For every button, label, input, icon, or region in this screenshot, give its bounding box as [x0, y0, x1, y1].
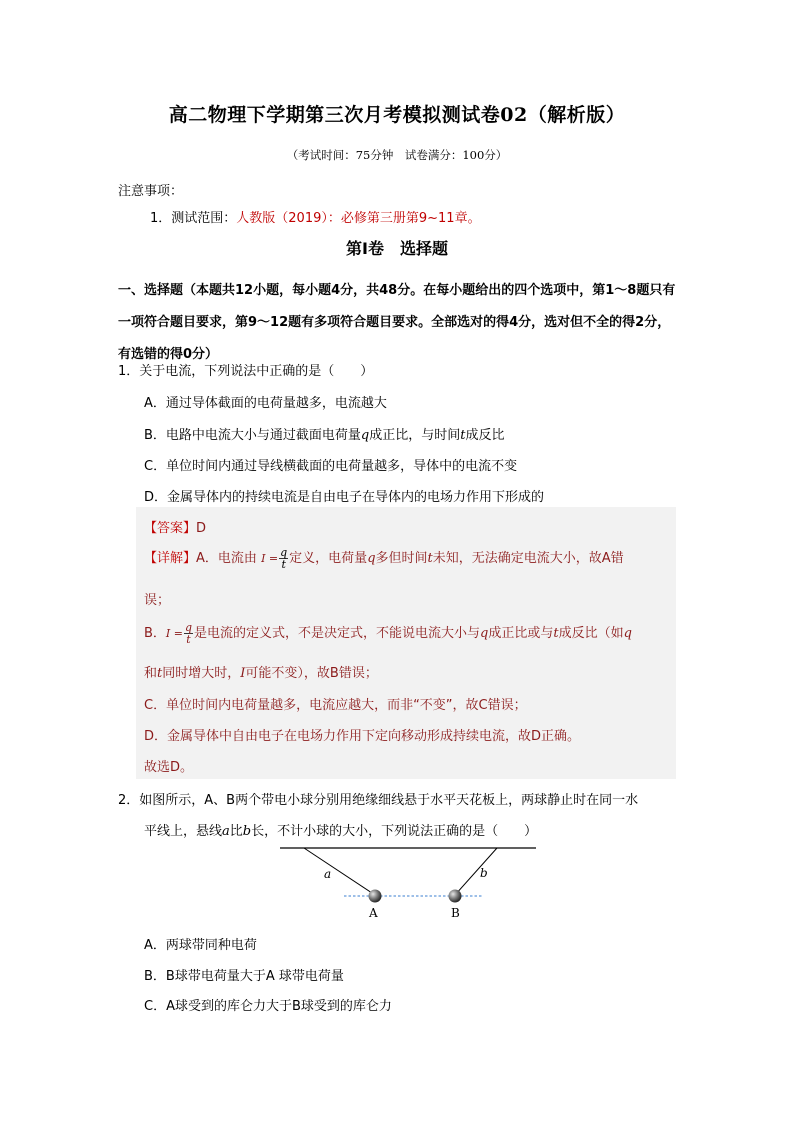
question-1-option-d: D．金属导体内的持续电流是自由电子在导体内的电场力作用下形成的: [144, 490, 545, 505]
detail-a-text-4: 未知，无法确定电流大小，故A错: [432, 551, 624, 566]
detail-d-line: D．金属导体中自由电子在电场力作用下定向移动形成持续电流，故D正确。: [144, 729, 581, 744]
question-2-option-b: B．B球带电荷量大于A 球带电荷量: [144, 969, 344, 984]
ball-a: [369, 890, 382, 903]
detail-a-text-1: A．电流由: [196, 551, 257, 566]
label-ball-b: B: [451, 906, 460, 920]
detail-b-prefix: B．: [144, 626, 166, 641]
detail-a-line-2: 误；: [144, 593, 171, 608]
detail-b-text-4: 和: [144, 666, 158, 681]
option-b-text-3: 成反比: [465, 428, 505, 443]
formula-i: I =: [261, 552, 279, 565]
detail-b-text-6: 可能不变），故B错误；: [245, 666, 378, 681]
detail-b-var-t: t: [553, 626, 559, 641]
detail-b-text-3: 成反比（如: [558, 626, 624, 641]
exam-info: （考试时间：75分钟 试卷满分：100分）: [286, 148, 508, 162]
q2-stem-text-3: 长，不计小球的大小，下列说法正确的是（ ）: [251, 824, 538, 839]
q2-stem-var-b: b: [242, 824, 252, 839]
question-2-stem-line-1: 2．如图所示，A、B两个带电小球分别用绝缘细线悬于水平天花板上，两球静止时在同一水: [118, 793, 639, 808]
detail-b-formula-i: I =: [165, 627, 183, 640]
detail-b-text-5: 同时增大时，: [162, 666, 241, 681]
detail-a-text-3: 多但时间: [375, 551, 428, 566]
conclusion-line: 故选D。: [144, 760, 194, 775]
option-b-text-2: 成正比，与时间: [369, 428, 461, 443]
page-title: 高二物理下学期第三次月考模拟测试卷02（解析版）: [168, 104, 626, 126]
question-1-option-c: C．单位时间内通过导线横截面的电荷量越多，导体中的电流不变: [144, 459, 518, 474]
detail-b-text-2: 成正比或与: [488, 626, 554, 641]
q2-stem-text-2: 比: [229, 824, 243, 839]
q2-stem-var-a: a: [222, 824, 230, 839]
detail-a-var-t: t: [427, 551, 433, 566]
formula-numerator: q: [280, 546, 288, 559]
note-item-1-prefix: 1．测试范围：: [150, 211, 237, 226]
detail-a-var-q: q: [367, 551, 376, 566]
question-1-option-a: A．通过导体截面的电荷量越多，电流越大: [144, 396, 387, 411]
detail-label: 【详解】: [144, 551, 197, 566]
detail-b-text-1: 是电流的定义式，不是决定式，不能说电流大小与: [194, 626, 481, 641]
answer-label: 【答案】: [144, 521, 197, 536]
detail-c-line: C．单位时间内电荷量越多，电流应越大，而非“不变”，故C错误；: [144, 698, 527, 713]
detail-b-var-q: q: [480, 626, 489, 641]
note-item-1-range: 人教版（2019）：必修第三册第9~11章。: [236, 211, 481, 226]
label-b: b: [480, 866, 488, 880]
detail-b-var-q2: q: [623, 626, 632, 641]
ball-b: [449, 890, 462, 903]
detail-b-formula-numerator: q: [184, 621, 193, 634]
string-a: [304, 848, 375, 895]
option-b-text-1: B．电路中电流大小与通过截面电荷量: [144, 428, 361, 443]
string-b: [455, 848, 497, 895]
detail-b-var-t2: t: [157, 666, 163, 681]
detail-b-formula-denominator: t: [186, 633, 191, 646]
section-title: 第Ⅰ卷 选择题: [346, 239, 448, 258]
q2-stem-text-1: 平线上，悬线: [144, 824, 223, 839]
detail-b-var-i: I: [240, 666, 246, 681]
option-b-var-q: q: [360, 428, 370, 443]
option-b-var-t: t: [460, 428, 466, 443]
section-instructions: 一、选择题（本题共12小题，每小题4分，共48分。在每小题给出的四个选项中，第1～8题只有一项符合题目要求，第9～12题有多项符合题目要求。全部选对的得4分，选对但不全的得2分，有选错的得0分）: [118, 283, 676, 362]
question-2-option-c: C．A球受到的库仑力大于B球受到的库仑力: [144, 999, 392, 1014]
question-2-option-a: A．两球带同种电荷: [144, 938, 257, 953]
label-a: a: [324, 867, 332, 881]
answer-value: D: [196, 521, 207, 536]
label-ball-a: A: [369, 906, 378, 920]
formula-denominator: t: [281, 558, 286, 571]
detail-a-text-2: 定义，电荷量: [289, 551, 368, 566]
question-1-stem: 1．关于电流，下列说法中正确的是（ ）: [118, 364, 374, 379]
notes-title: 注意事项：: [118, 184, 184, 199]
